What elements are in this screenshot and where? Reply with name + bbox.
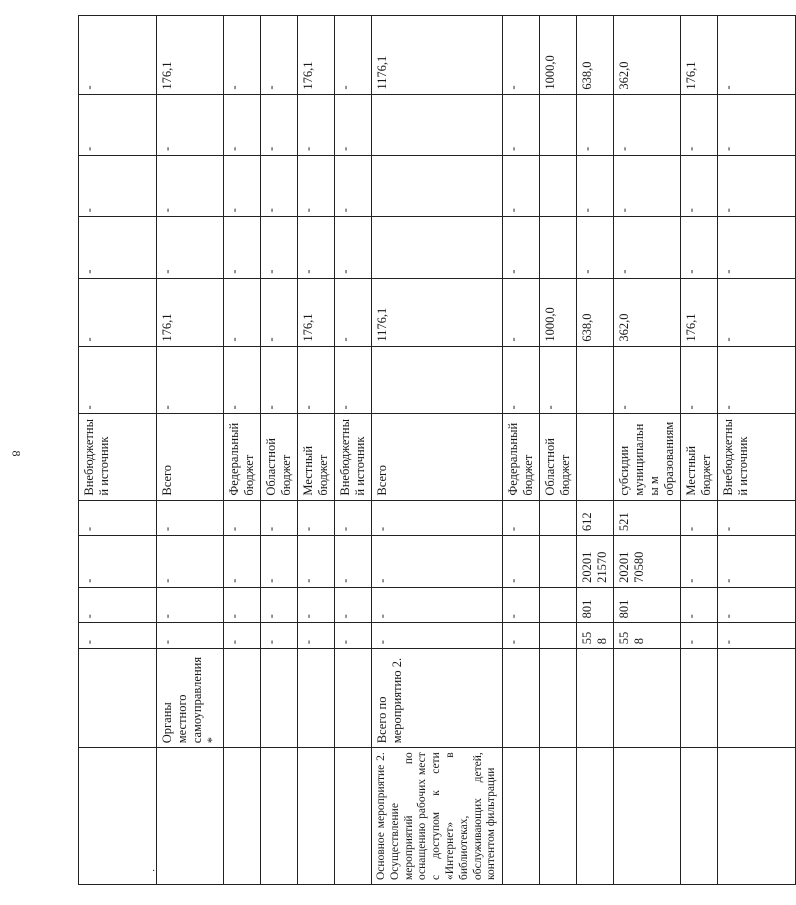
cell-rzpr: 801: [577, 587, 614, 623]
table-row: [335, 16, 372, 885]
cell-measure: [335, 748, 372, 885]
cell-rzpr: -: [681, 587, 718, 623]
cell-csr: -: [503, 536, 540, 588]
cell-measure: [614, 748, 681, 885]
cell-y2023: -: [577, 94, 614, 155]
cell-y2022: -: [335, 156, 372, 217]
cell-vr: 521: [614, 500, 681, 536]
cell-vr: -: [372, 500, 503, 536]
cell-y2023: -: [261, 94, 298, 155]
cell-grbs: -: [681, 623, 718, 649]
rotated-table-container: [78, 15, 751, 885]
cell-y2021: -: [157, 217, 224, 278]
cell-rzpr: -: [261, 587, 298, 623]
cell-y2021: -: [79, 217, 157, 278]
cell-executor: [718, 649, 796, 748]
cell-measure: [540, 748, 577, 885]
cell-y2019: -: [681, 346, 718, 414]
cell-y2023: -: [503, 94, 540, 155]
cell-source: Местный бюджет: [681, 414, 718, 500]
cell-y2021: [540, 217, 577, 278]
cell-y2023: -: [79, 94, 157, 155]
table-row: [372, 16, 503, 885]
cell-rzpr: -: [503, 587, 540, 623]
cell-rzpr: 801: [614, 587, 681, 623]
cell-total: -: [224, 16, 261, 95]
cell-executor: [540, 649, 577, 748]
cell-y2022: -: [224, 156, 261, 217]
cell-vr: -: [681, 500, 718, 536]
cell-csr: 20201 70580: [614, 536, 681, 588]
cell-y2021: -: [261, 217, 298, 278]
cell-vr: -: [718, 500, 796, 536]
cell-source: Областной бюджет: [540, 414, 577, 500]
cell-vr: 612: [577, 500, 614, 536]
cell-csr: 20201 21570: [577, 536, 614, 588]
cell-y2023: -: [614, 94, 681, 155]
cell-measure: [224, 748, 261, 885]
cell-y2019: -: [335, 346, 372, 414]
table-body: [79, 16, 796, 885]
cell-y2020: 176,1: [298, 278, 335, 346]
cell-rzpr: -: [79, 587, 157, 623]
cell-y2021: -: [681, 217, 718, 278]
cell-csr: -: [261, 536, 298, 588]
cell-grbs: 558: [577, 623, 614, 649]
table-row: [577, 16, 614, 885]
cell-y2023: -: [718, 94, 796, 155]
cell-source: Внебюджетный источник: [718, 414, 796, 500]
table-row: [261, 16, 298, 885]
cell-y2020: 362,0: [614, 278, 681, 346]
cell-total: 176,1: [681, 16, 718, 95]
cell-total: 638,0: [577, 16, 614, 95]
cell-y2019: [577, 346, 614, 414]
cell-total: 1000,0: [540, 16, 577, 95]
cell-source: [577, 414, 614, 500]
cell-source: Областной бюджет: [261, 414, 298, 500]
cell-y2022: -: [718, 156, 796, 217]
cell-y2022: [540, 156, 577, 217]
cell-rzpr: -: [157, 587, 224, 623]
cell-grbs: [540, 623, 577, 649]
table-row: [298, 16, 335, 885]
cell-y2021: -: [503, 217, 540, 278]
cell-measure: Основное мероприятие 2. Осуществление мероприятий по оснащению рабочих мест с доступом к сети «Интернет» в библиотеках, обслуживающих детей, контентом фильтрации: [372, 748, 503, 885]
cell-source: субсидии муниципальны м образованиям: [614, 414, 681, 500]
cell-csr: [540, 536, 577, 588]
cell-source: Всего: [157, 414, 224, 500]
cell-vr: -: [157, 500, 224, 536]
cell-y2020: -: [79, 278, 157, 346]
cell-rzpr: -: [372, 587, 503, 623]
cell-csr: -: [372, 536, 503, 588]
cell-total: -: [335, 16, 372, 95]
cell-rzpr: -: [224, 587, 261, 623]
cell-y2020: 1000,0: [540, 278, 577, 346]
cell-vr: -: [503, 500, 540, 536]
cell-y2019: -: [718, 346, 796, 414]
cell-executor: [79, 649, 157, 748]
cell-vr: -: [298, 500, 335, 536]
cell-y2023: -: [157, 94, 224, 155]
table-row: [224, 16, 261, 885]
cell-grbs: 558: [614, 623, 681, 649]
cell-y2022: -: [157, 156, 224, 217]
cell-source: Федеральный бюджет: [224, 414, 261, 500]
cell-csr: -: [224, 536, 261, 588]
cell-csr: -: [681, 536, 718, 588]
cell-y2021: [372, 217, 503, 278]
cell-vr: -: [335, 500, 372, 536]
cell-y2022: [372, 156, 503, 217]
cell-executor: [577, 649, 614, 748]
cell-y2019: [372, 346, 503, 414]
cell-grbs: -: [224, 623, 261, 649]
table-row: [503, 16, 540, 885]
cell-source: Местный бюджет: [298, 414, 335, 500]
cell-y2022: -: [503, 156, 540, 217]
cell-executor: [335, 649, 372, 748]
cell-csr: -: [335, 536, 372, 588]
cell-y2020: -: [224, 278, 261, 346]
table-row: [614, 16, 681, 885]
cell-total: -: [718, 16, 796, 95]
cell-grbs: -: [79, 623, 157, 649]
cell-csr: -: [298, 536, 335, 588]
cell-vr: -: [261, 500, 298, 536]
cell-csr: -: [718, 536, 796, 588]
cell-grbs: -: [157, 623, 224, 649]
cell-y2021: -: [614, 217, 681, 278]
cell-source: Федеральный бюджет: [503, 414, 540, 500]
cell-y2022: -: [614, 156, 681, 217]
cell-total: 1176,1: [372, 16, 503, 95]
cell-rzpr: -: [298, 587, 335, 623]
cell-y2020: -: [503, 278, 540, 346]
cell-y2022: -: [261, 156, 298, 217]
cell-rzpr: -: [718, 587, 796, 623]
cell-executor: Органы местного самоуправления*: [157, 649, 224, 748]
cell-y2022: -: [298, 156, 335, 217]
stray-mark: ·: [152, 866, 156, 877]
cell-y2023: -: [335, 94, 372, 155]
cell-total: -: [261, 16, 298, 95]
cell-y2022: -: [681, 156, 718, 217]
cell-y2021: -: [224, 217, 261, 278]
cell-measure: [157, 748, 224, 885]
cell-executor: [261, 649, 298, 748]
cell-y2020: 176,1: [157, 278, 224, 346]
cell-grbs: -: [718, 623, 796, 649]
cell-y2019: -: [503, 346, 540, 414]
cell-y2022: -: [79, 156, 157, 217]
cell-total: 176,1: [157, 16, 224, 95]
cell-rzpr: -: [335, 587, 372, 623]
cell-executor: Всего по мероприятию 2.: [372, 649, 503, 748]
cell-csr: -: [79, 536, 157, 588]
cell-y2019: -: [79, 346, 157, 414]
cell-vr: -: [224, 500, 261, 536]
cell-grbs: -: [261, 623, 298, 649]
cell-rzpr: [540, 587, 577, 623]
cell-y2019: -: [540, 346, 577, 414]
cell-total: -: [503, 16, 540, 95]
cell-y2020: -: [718, 278, 796, 346]
budget-table: [78, 15, 796, 885]
cell-executor: [614, 649, 681, 748]
cell-y2021: -: [298, 217, 335, 278]
cell-executor: [681, 649, 718, 748]
cell-executor: [224, 649, 261, 748]
cell-y2023: -: [681, 94, 718, 155]
cell-measure: [79, 748, 157, 885]
page-number: 8: [9, 450, 24, 457]
cell-y2021: -: [577, 217, 614, 278]
table-row: [681, 16, 718, 885]
cell-total: 362,0: [614, 16, 681, 95]
cell-y2019: -: [298, 346, 335, 414]
cell-y2020: -: [335, 278, 372, 346]
cell-grbs: -: [372, 623, 503, 649]
cell-measure: [577, 748, 614, 885]
cell-total: -: [79, 16, 157, 95]
cell-measure: [718, 748, 796, 885]
cell-y2020: 176,1: [681, 278, 718, 346]
cell-y2019: -: [614, 346, 681, 414]
cell-vr: [540, 500, 577, 536]
cell-total: 176,1: [298, 16, 335, 95]
table-row: [79, 16, 157, 885]
cell-source: Внебюджетный источник: [335, 414, 372, 500]
cell-source: Внебюджетный источник: [79, 414, 157, 500]
cell-y2023: -: [224, 94, 261, 155]
cell-y2023: [372, 94, 503, 155]
cell-measure: [298, 748, 335, 885]
cell-grbs: -: [298, 623, 335, 649]
cell-executor: [298, 649, 335, 748]
cell-grbs: -: [503, 623, 540, 649]
cell-grbs: -: [335, 623, 372, 649]
cell-y2023: [540, 94, 577, 155]
cell-y2020: 638,0: [577, 278, 614, 346]
cell-csr: -: [157, 536, 224, 588]
cell-y2020: 1176,1: [372, 278, 503, 346]
cell-y2021: -: [718, 217, 796, 278]
cell-y2019: -: [261, 346, 298, 414]
cell-measure: [261, 748, 298, 885]
cell-y2021: -: [335, 217, 372, 278]
cell-y2023: -: [298, 94, 335, 155]
table-row: [540, 16, 577, 885]
cell-y2020: -: [261, 278, 298, 346]
table-row: [157, 16, 224, 885]
cell-y2019: -: [157, 346, 224, 414]
cell-y2019: -: [224, 346, 261, 414]
cell-executor: [503, 649, 540, 748]
cell-vr: -: [79, 500, 157, 536]
cell-source: Всего: [372, 414, 503, 500]
table-row: [718, 16, 796, 885]
cell-measure: [503, 748, 540, 885]
cell-y2022: -: [577, 156, 614, 217]
cell-measure: [681, 748, 718, 885]
